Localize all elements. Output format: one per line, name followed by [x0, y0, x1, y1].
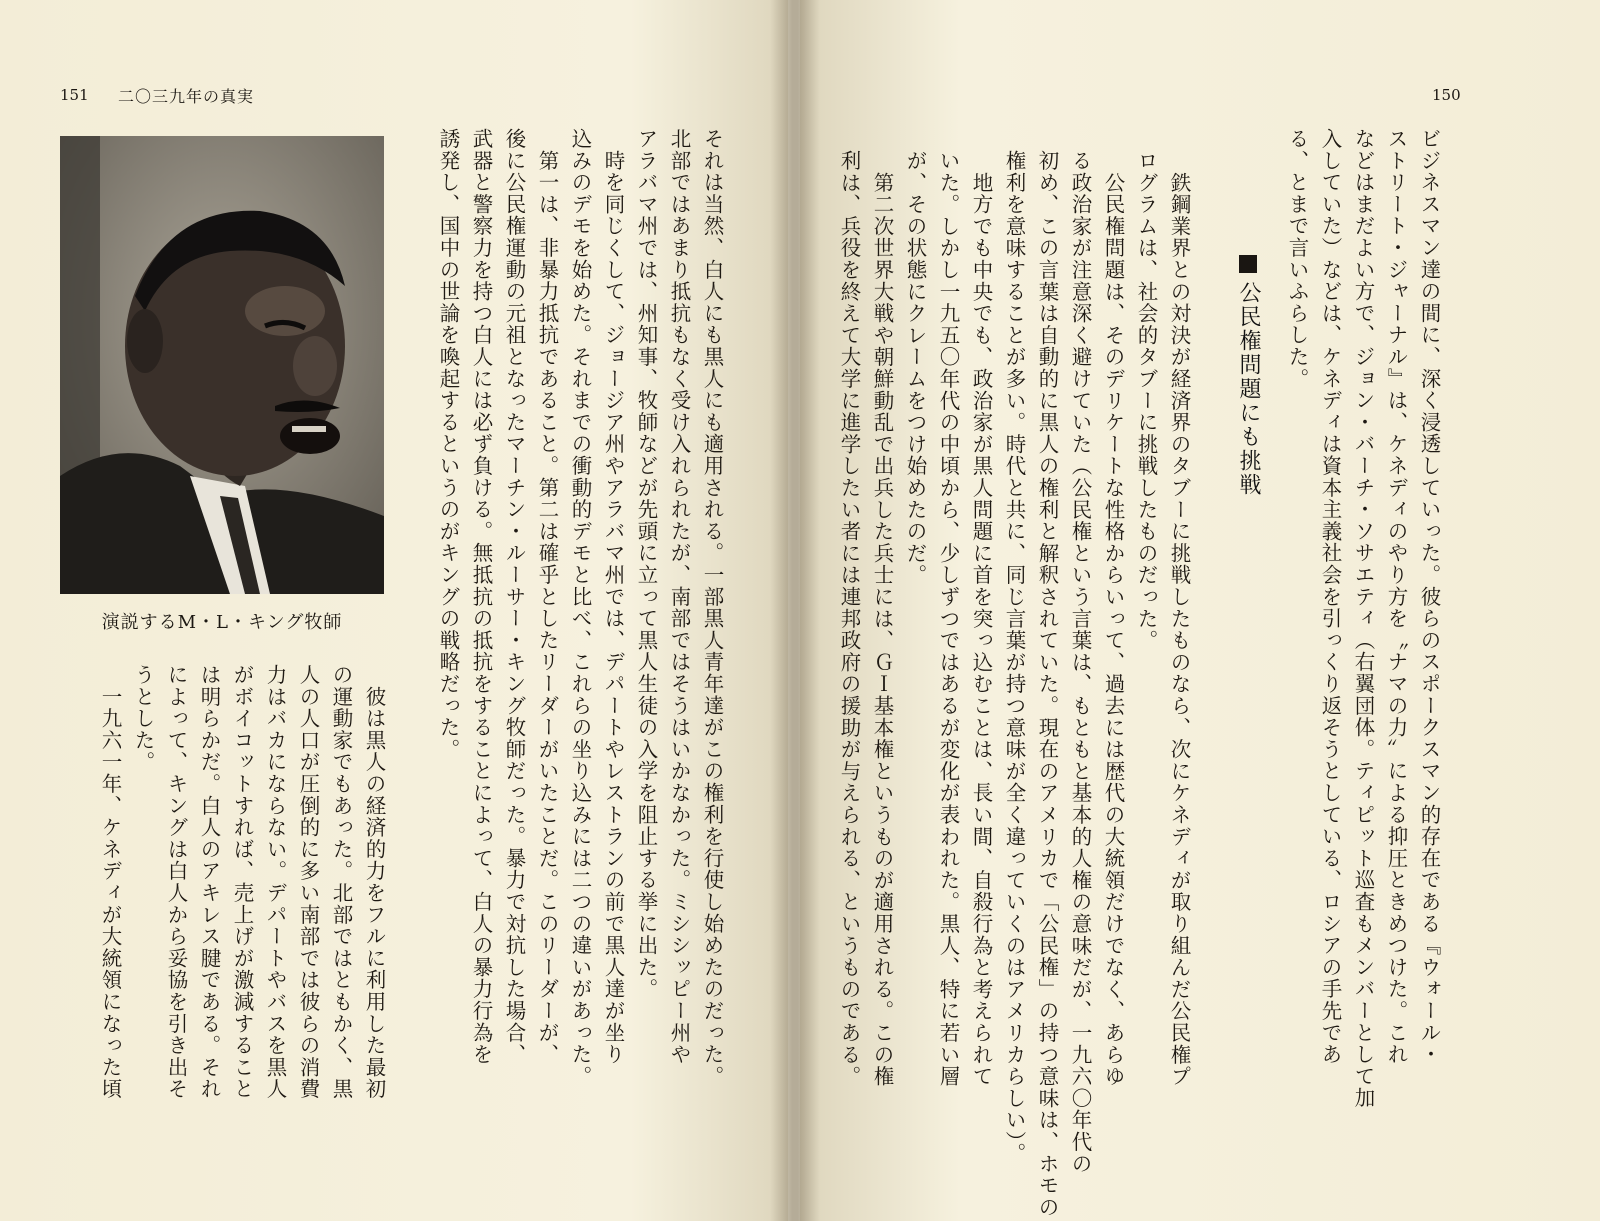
body-text-lower: 彼は黒人の経済的力をフルに利用した最初 の運動家でもあった。北部ではともかく、黒 人の人口が圧倒的に多い南部では彼らの消費 力はバカにならない。デパートやバスを黒人 がボイコットすれば、売上げが激減すること は明らかだ。白人のアキレス腱である。それ によって、キングは白人から妥協を引き出そ うとした。 一九六一年、ケネディが大統領になった頃	[98, 664, 386, 1100]
photo-caption: 演説するM・L・キング牧師	[101, 612, 343, 633]
book-gutter	[770, 0, 820, 1221]
page-number-left: 151	[60, 86, 89, 104]
body-text-b: 鉄鋼業界との対決が経済界のタブーに挑戦したものなら、次にケネディが取り組んだ公民権プ ログラムは、社会的タブーに挑戦したものだった。 公民権問題は、そのデリケートな性格からいって、過去には歴代の大統領だけでなく、あらゆ る政治家が注意深く避けていた（公民権という言葉は、もともと基本的人権の意味だが、一九六〇年代の 初め、この言葉は自動的に黒人の権利と解釈されていた。現在のアメリカで「公民権」の持つ意味は、ホモの 権利を意味することが多い。時代と共に、同じ言葉が持つ意味が全く違っていくのはアメリカらしい）。 地方でも中央でも、政治家が黒人問題に首を突っ込むことは、長い間、自殺行為と考えられて いた。しかし一九五〇年代の中頃から、少しずつではあるが変化が表われた。黒人、特に若い層 が、その状態にクレームをつけ始めたのだ。 第二次世界大戦や朝鮮動乱で出兵した兵士には、ＧＩ基本権というものが適用される。この権 利は、兵役を終えて大学に進学したい者には連邦政府の援助が与えられる、というものである。	[837, 150, 1191, 1219]
section-heading-text: 公民権問題にも挑戦	[1236, 281, 1261, 497]
section-heading	[1233, 255, 1264, 497]
page-number-right: 150	[1432, 86, 1461, 104]
running-header: 二〇三九年の真実	[118, 87, 255, 106]
body-text-upper: それは当然、白人にも黒人にも適用される。一部黒人青年達がこの権利を行使し始めたのだった。 北部ではあまり抵抗もなく受け入れられたが、南部ではそうはいかなかった。ミシシッピー州や アラバマ州では、州知事、牧師などが先頭に立って黒人生徒の入学を阻止する挙に出た。 時を同じくして、ジョージア州やアラバマ州では、デパートやレストランの前で黒人達が坐り 込みのデモを始めた。それまでの衝動的デモと比べ、これらの坐り込みには二つの違いがあった。 第一は、非暴力抵抗であること。第二は確乎としたリーダーがいたことだ。このリーダーが、 後に公民権運動の元祖となったマーチン・ルーサー・キング牧師だった。暴力で対抗した場合、 武器と警察力を持つ白人には必ず負ける。無抵抗の抵抗をすることによって、白人の暴力行為を 誘発し、国中の世論を喚起するというのがキングの戦略だった。	[436, 128, 724, 1088]
heading-square-icon	[1239, 255, 1257, 273]
right-page	[800, 0, 1600, 1221]
body-text-a: ビジネスマン達の間に、深く浸透していった。彼らのスポークスマン的存在である『ウォール・ ストリート・ジャーナル』は、ケネディのやり方を〝ナマの力〞による抑圧ときめつけた。これ などはまだよい方で、ジョン・バーチ・ソサエティ（右翼団体。ティピット巡査もメンバーとして加 入していた）などは、ケネディは資本主義社会を引っくり返そうとしている、ロシアの手先であ る、とまで言いふらした。	[1285, 128, 1441, 1109]
left-page	[0, 0, 788, 1221]
